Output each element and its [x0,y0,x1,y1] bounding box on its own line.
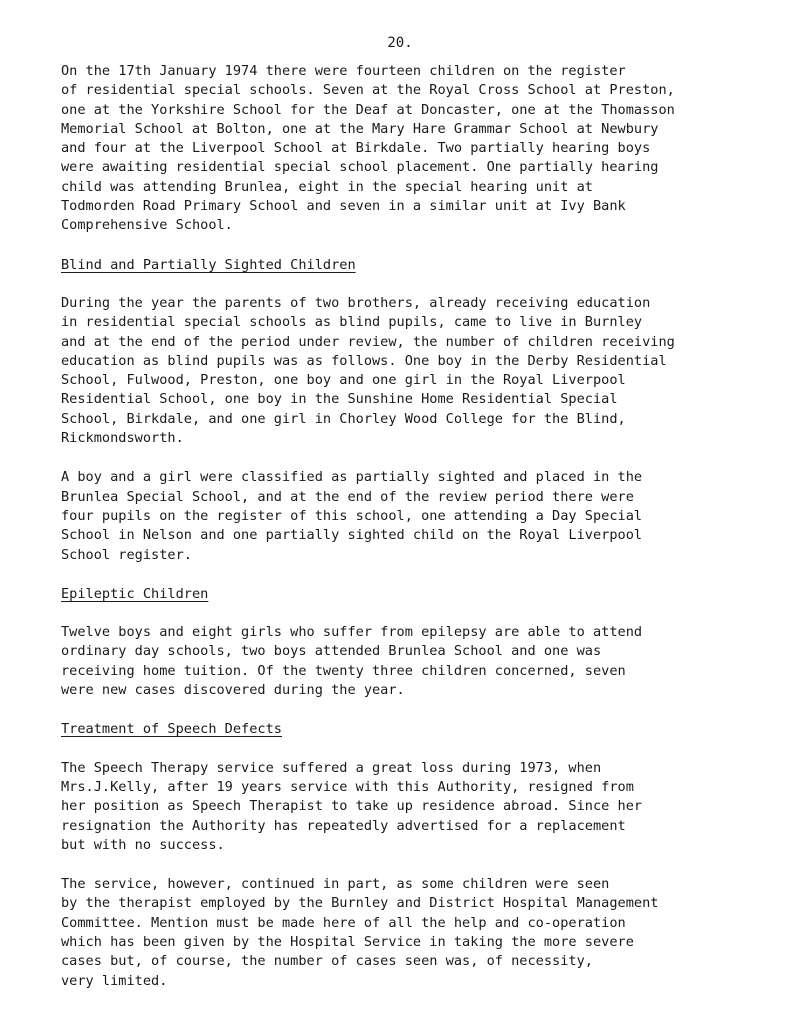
section-heading-epileptic: Epileptic Children [61,585,209,602]
section-blind [61,256,761,565]
section-speech [61,720,761,991]
document-body [61,62,761,1011]
intro-paragraph: On the 17th January 1974 there were fourteen children on the register of residential special schools. Seven at the Royal Cross School at Preston, one at the Yorkshire School for the Deaf at Doncaster, one at the Thomasson Memorial School at Bolton, one at the Mary Hare Grammar School at Newbury and four at the Liverpool School at Birkdale. Two partially hearing boys were awaiting residential special school placement. One partially hearing child was attending Brunlea, eight in the special hearing unit at Todmorden Road Primary School and seven in a similar unit at Ivy Bank Comprehensive School. [61,63,675,234]
epileptic-paragraph-1: Twelve boys and eight girls who suffer from epilepsy are able to attend ordinary day schools, two boys attended Brunlea School and one was receiving home tuition. Of the twenty three children concerned, seven were new cases discovered during the year. [61,624,643,699]
blind-paragraph-1: During the year the parents of two brothers, already receiving education in residential special schools as blind pupils, came to live in Burnley and at the end of the period under review, the number of children receiving education as blind pupils was as follows. One boy in the Derby Residential School, Fulwood, Preston, one boy and one girl in the Royal Liverpool Residential School, one boy in the Sunshine Home Residential Special School, Birkdale, and one girl in Chorley Wood College for the Blind, Rickmondsworth. [61,294,675,447]
speech-paragraph-1: The Speech Therapy service suffered a great loss during 1973, when Mrs.J.Kelly, after 19 years service with this Authority, resigned from her position as Speech Therapist to take up residence abroad. Since her resignation the Authority has repeatedly advertised for a replacement but with no success. [61,759,643,853]
section-epileptic [61,585,761,700]
blind-paragraph-2: A boy and a girl were classified as partially sighted and placed in the Brunlea Special School, and at the end of the review period there were four pupils on the register of this school, one attending a Day Special School in Nelson and one partially sighted child on the Royal Liverpool School register. [61,469,643,563]
section-heading-blind: Blind and Partially Sighted Children [61,256,356,273]
section-heading-speech: Treatment of Speech Defects [61,721,282,738]
speech-paragraph-2: The service, however, continued in part, as some children were seen by the therapist employed by the Burnley and District Hospital Management Committee. Mention must be made here of all the help and co-operation which has been given by the Hospital Service in taking the more severe cases but, of course, the number of cases seen was, of necessity, very limited. [61,876,659,989]
page-number: 20. [387,35,413,51]
